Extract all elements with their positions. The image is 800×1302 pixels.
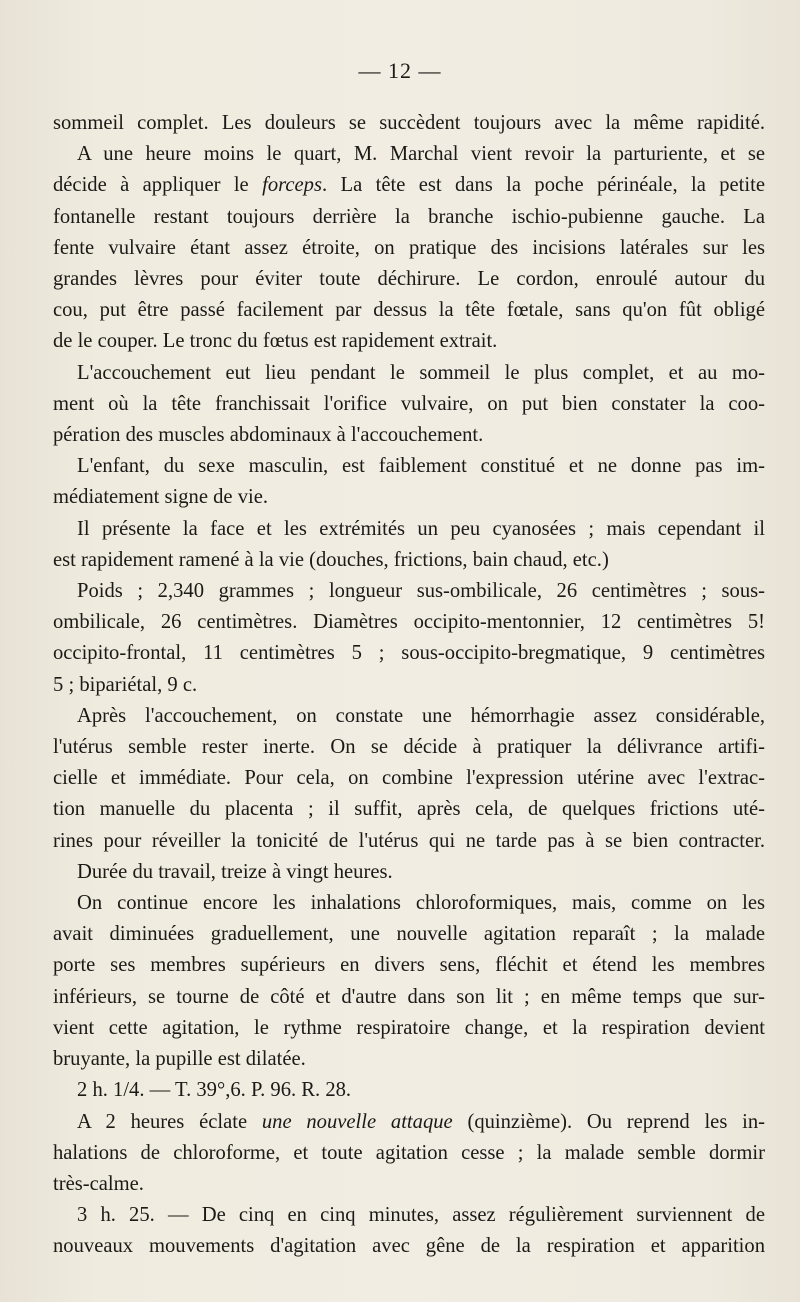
text-line: tion manuelle du placenta ; il suffit, après cela, de quelques frictions uté- (53, 798, 765, 821)
text-segment: (quinzième). Ou reprend les in- (452, 1110, 765, 1133)
text-line: bruyante, la pupille est dilatée. (53, 1048, 306, 1071)
text-line: ment où la tête franchissait l'orifice vulvaire, on put bien constater la coo- (53, 392, 765, 415)
text-segment: décide à appliquer le (53, 174, 263, 197)
text-line: de le couper. Le tronc du fœtus est rapidement extrait. (53, 330, 498, 353)
text-line: halations de chloroforme, et toute agitation cesse ; la malade semble dormir (53, 1141, 765, 1164)
text-line (53, 1107, 765, 1138)
text-line: sommeil complet. Les douleurs se succèdent toujours avec la même rapidité. (53, 112, 765, 134)
text-line: rines pour réveiller la tonicité de l'utérus qui ne tarde pas à se bien contracter. (53, 829, 765, 852)
text-line: pération des muscles abdominaux à l'accouchement. (53, 424, 484, 447)
text-segment: . La tête est dans la poche périnéale, la petite (321, 174, 765, 197)
italic-term: forceps (262, 174, 322, 197)
body-text (53, 108, 765, 1263)
text-line: fente vulvaire étant assez étroite, on pratique des incisions latérales sur les (53, 236, 765, 259)
text-line: nouveaux mouvements d'agitation avec gêne de la respiration et apparition (53, 1235, 765, 1258)
text-line: A une heure moins le quart, M. Marchal vient revoir la parturiente, et se (77, 143, 765, 166)
text-line: avait diminuées graduellement, une nouvelle agitation reparaît ; la malade (53, 923, 765, 946)
text-line: ombilicale, 26 centimètres. Diamètres occipito-mentonnier, 12 centimètres 5! (53, 611, 765, 634)
text-line: Après l'accouchement, on constate une hémorrhagie assez considérable, (77, 704, 765, 727)
text-line: cou, put être passé facilement par dessus la tête fœtale, sans qu'on fût obligé (53, 299, 765, 322)
text-line: L'enfant, du sexe masculin, est faiblement constitué et ne donne pas im- (77, 455, 765, 478)
text-line: 5 ; bipariétal, 9 c. (53, 673, 198, 696)
text-line: grandes lèvres pour éviter toute déchirure. Le cordon, enroulé autour du (53, 268, 765, 291)
text-line: médiatement signe de vie. (53, 486, 269, 509)
text-line: occipito-frontal, 11 centimètres 5 ; sous-occipito-bregmatique, 9 centimètres (53, 642, 765, 665)
text-line: L'accouchement eut lieu pendant le sommeil le plus complet, et au mo- (77, 361, 765, 384)
text-line: Il présente la face et les extrémités un peu cyanosées ; mais cependant il (77, 517, 765, 540)
page-number: — 12 — (358, 58, 442, 83)
text-line: On continue encore les inhalations chloroformiques, mais, comme on les (77, 892, 765, 915)
text-line: cielle et immédiate. Pour cela, on combine l'expression utérine avec l'extrac- (53, 767, 765, 790)
text-line: porte ses membres supérieurs en divers sens, fléchit et étend les membres (53, 954, 765, 977)
text-line: 2 h. 1/4. — T. 39°,6. P. 96. R. 28. (77, 1079, 352, 1102)
text-line: l'utérus semble rester inerte. On se décide à pratiquer la délivrance artifi- (53, 736, 765, 759)
italic-phrase: une nouvelle attaque (261, 1110, 453, 1133)
text-line: inférieurs, se tourne de côté et d'autre dans son lit ; en même temps que sur- (53, 985, 765, 1008)
text-line: Durée du travail, treize à vingt heures. (77, 860, 393, 883)
text-line: Poids ; 2,340 grammes ; longueur sus-ombilicale, 26 centimètres ; sous- (77, 580, 765, 603)
text-line (53, 170, 765, 201)
text-line: très-calme. (53, 1172, 144, 1195)
text-segment: A 2 heures éclate (77, 1110, 262, 1133)
text-line: vient cette agitation, le rythme respiratoire change, et la respiration devient (53, 1016, 765, 1039)
text-line: fontanelle restant toujours derrière la branche ischio-pubienne gauche. La (53, 205, 765, 228)
text-line: est rapidement ramené à la vie (douches, frictions, bain chaud, etc.) (53, 548, 609, 571)
text-line: 3 h. 25. — De cinq en cinq minutes, assez régulièrement surviennent de (77, 1204, 765, 1227)
